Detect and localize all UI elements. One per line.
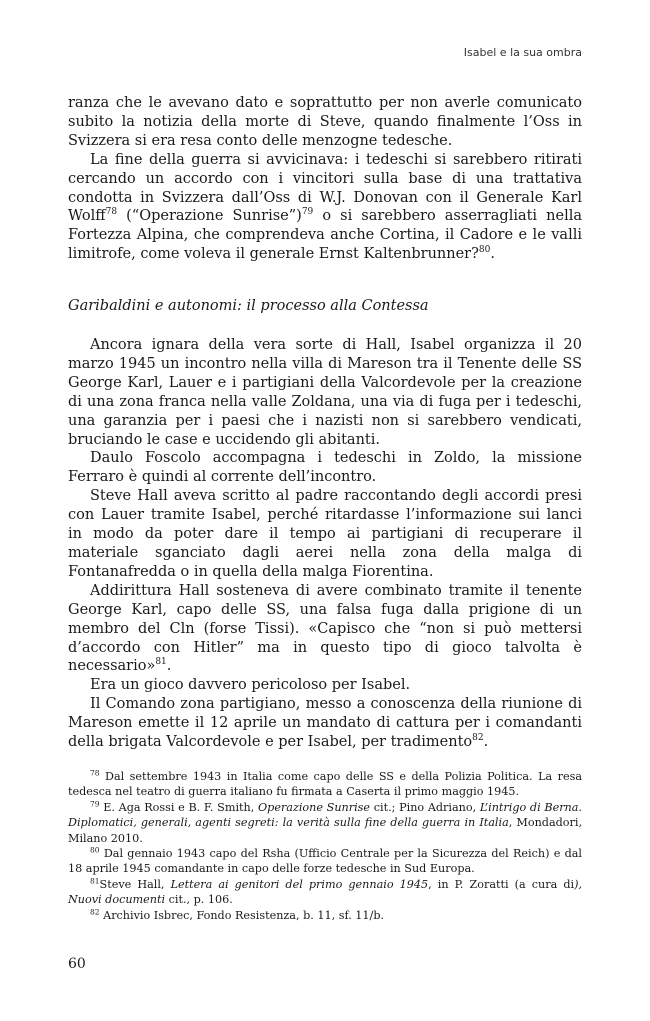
- footnotes: [68, 769, 582, 923]
- footnote: $^{80}$ Dal gennaio 1943 capo del Rsha (Ufficio Centrale per la Sicurezza del Reich) e dal 18 aprile 1945 comandante in capo delle forze tedesche in Sud Europa.: [68, 845, 582, 876]
- paragraph: Il Comando zona partigiano, messo a conoscenza della riunione di Mareson emette il 12 aprile un mandato di cattura per i comandanti della brigata Valcordevole e per Isabel, per tradimento$^{82}$.: [68, 696, 582, 751]
- paragraph: Steve Hall aveva scritto al padre raccontando degli accordi presi con Lauer tramite Isabel, perché ritardasse l’informazione sui lanci in modo da poter dare il tempo ai partigiani di recuperare il materiale sganciato dagli aerei nella zona della malga di Fontanafredda o in quella della malga Fiorentina.: [68, 488, 582, 580]
- footnote-ref: 79: [301, 207, 314, 218]
- paragraph: Ancora ignara della vera sorte di Hall, Isabel organizza il 20 marzo 1945 un incontro nella villa di Mareson tra il Tenente delle SS George Karl, Lauer e i partigiani della Valcordevole per la creazione di una zona franca nella valle Zoldana, una via di fuga per i tedeschi, una garanzia per i paesi che i nazisti non si sarebbero vendicati, bruciando le case e uccidendo gli abitanti.: [68, 337, 582, 448]
- paragraph: Addirittura Hall sosteneva di avere combinato tramite il tenente George Karl, capo delle SS, una falsa fuga dalla prigione di un membro del Cln (forse Tissi). «Capisco che “non si può mettersi d’accordo con Hitler” ma in questo tipo di gioco talvolta è necessario»$^{81}$.: [68, 582, 582, 675]
- body-text-top: [68, 94, 582, 264]
- footnote: $^{81}$Steve Hall, Lettera ai genitori del primo gennaio 1945, in P. Zoratti (a cura di), Nuovi documenti cit., p. 106.: [68, 876, 582, 907]
- footnote: $^{82}$ Archivio Isbrec, Fondo Resistenza, b. 11, sf. 11/b.: [90, 906, 385, 922]
- running-head: Isabel e la sua ombra: [463, 46, 582, 59]
- footnote: $^{79}$ E. Aga Rossi e B. F. Smith, Operazione Sunrise cit.; Pino Adriano, L’intrigo di Berna. Diplomatici, generali, agenti segreti: la verità sulla fine della guerra in Italia, Mondadori, Milano 2010.: [68, 799, 583, 845]
- page-number: 60: [68, 956, 86, 972]
- body-text-section: [68, 336, 582, 752]
- section-title: Garibaldini e autonomi: il processo alla Contessa: [68, 298, 429, 314]
- paragraph: La fine della guerra si avvicinava: i tedeschi si sarebbero ritirati cercando un accordo con i vincitori sulla base di una trattativa condotta in Svizzera dall’Oss di W.J. Donovan con il Generale Karl Wolff$^{78}$ (“Operazione Sunrise”)$^{79}$ o si sarebbero asserragliati nella Fortezza Alpina, che comprendeva anche Cortina, il Cadore e le valli limitrofe, come voleva il generale Ernst Kaltenbrunner?$^{80}$.: [68, 151, 582, 263]
- paragraph: Daulo Foscolo accompagna i tedeschi in Zoldo, la missione Ferraro è quindi al corrente dell’incontro.: [68, 450, 582, 486]
- footnote: $^{78}$ Dal settembre 1943 in Italia come capo delle SS e della Polizia Politica. La resa tedesca nel teatro di guerra italiano fu firmata a Caserta il primo maggio 1945.: [68, 768, 582, 799]
- paragraph: ranza che le avevano dato e soprattutto per non averle comunicato subito la notizia della morte di Steve, quando finalmente l’Oss in Svizzera si era resa conto delle menzogne tedesche.: [68, 95, 582, 149]
- footnote-ref: 80: [478, 245, 491, 256]
- footnote-ref: 81: [155, 657, 167, 668]
- footnote-ref: 82: [472, 733, 484, 744]
- footnote-ref: 78: [105, 207, 118, 218]
- paragraph: Era un gioco davvero pericoloso per Isabel.: [90, 677, 411, 694]
